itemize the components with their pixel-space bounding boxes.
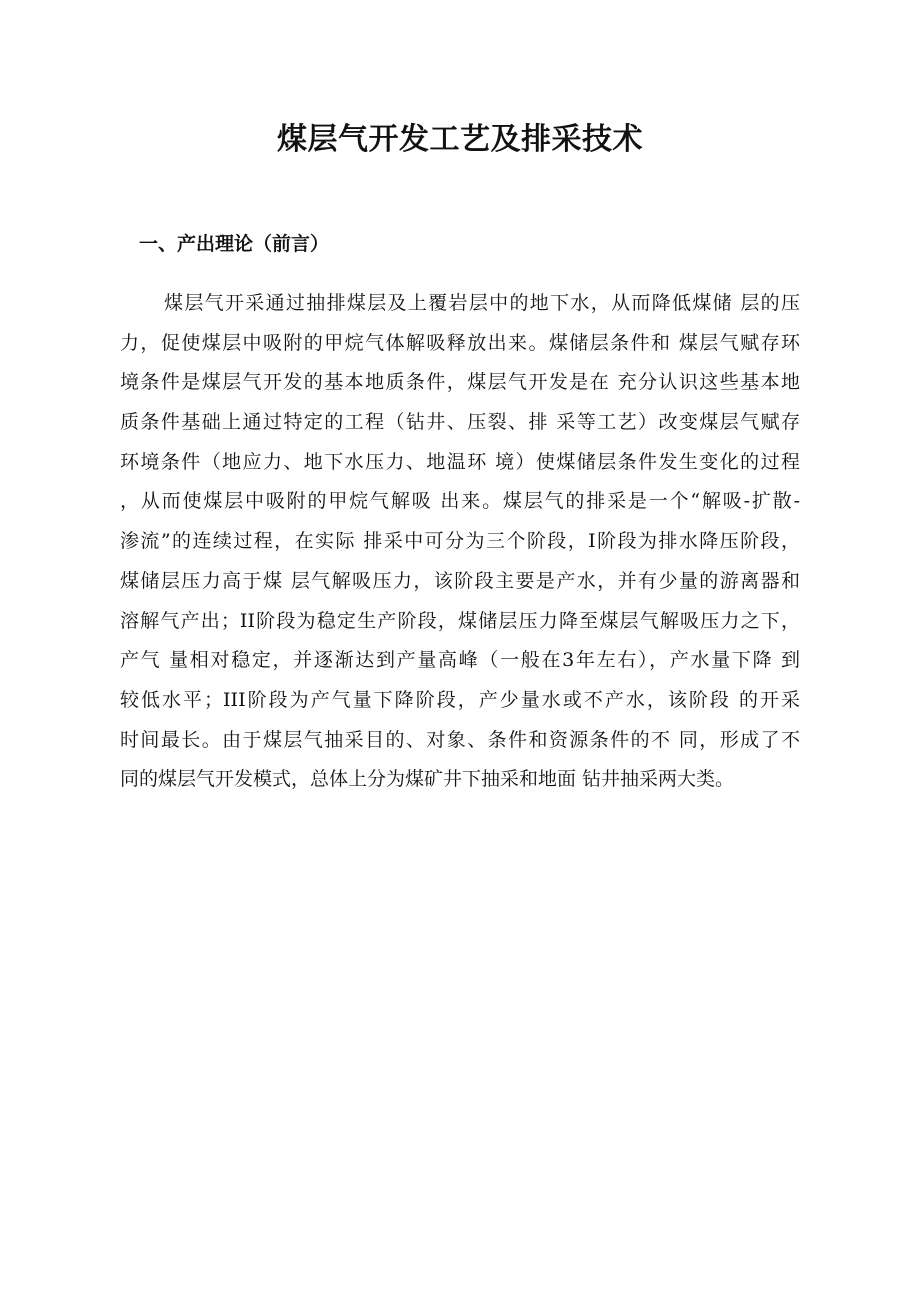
paragraph-line: 环境条件（地应力、地下水压力、地温环 境）使煤储层条件发生变化的过程 <box>120 450 800 473</box>
paragraph-line: 较低水平；III阶段为产气量下降阶段，产少量水或不产水，该阶段 的开采 <box>120 688 800 711</box>
paragraph-line: 煤储层压力高于煤 层气解吸压力，该阶段主要是产水，并有少量的游离器和 <box>120 569 800 592</box>
section-heading: 一、产出理论（前言） <box>139 233 330 255</box>
paragraph-line: 渗流”的连续过程，在实际 排采中可分为三个阶段，I阶段为排水降压阶段， <box>120 530 800 553</box>
body-paragraph <box>120 284 800 800</box>
paragraph-line: 质条件基础上通过特定的工程（钻井、压裂、排 采等工艺）改变煤层气赋存 <box>120 411 800 434</box>
paragraph-line: 溶解气产出；II阶段为稳定生产阶段，煤储层压力降至煤层气解吸压力之下， <box>120 609 800 632</box>
paragraph-line: 煤层气开采通过抽排煤层及上覆岩层中的地下水，从而降低煤储 层的压 <box>164 292 800 314</box>
paragraph-line: 力，促使煤层中吸附的甲烷气体解吸释放出来。煤储层条件和 煤层气赋存环 <box>120 331 800 354</box>
paragraph-line: 时间最长。由于煤层气抽采目的、对象、条件和资源条件的不 同，形成了不 <box>120 728 800 751</box>
paragraph-line: 境条件是煤层气开发的基本地质条件，煤层气开发是在 充分认识这些基本地 <box>120 371 800 394</box>
paragraph-line: 同的煤层气开发模式，总体上分为煤矿井下抽采和地面 钻井抽采两大类。 <box>120 768 735 791</box>
document-title: 煤层气开发工艺及排采技术 <box>277 122 643 157</box>
paragraph-line: 产气 量相对稳定，并逐渐达到产量高峰（一般在3年左右），产水量下降 到 <box>120 649 800 672</box>
paragraph-line: ，从而使煤层中吸附的甲烷气解吸 出来。煤层气的排采是一个“解吸-扩散- <box>120 490 800 513</box>
